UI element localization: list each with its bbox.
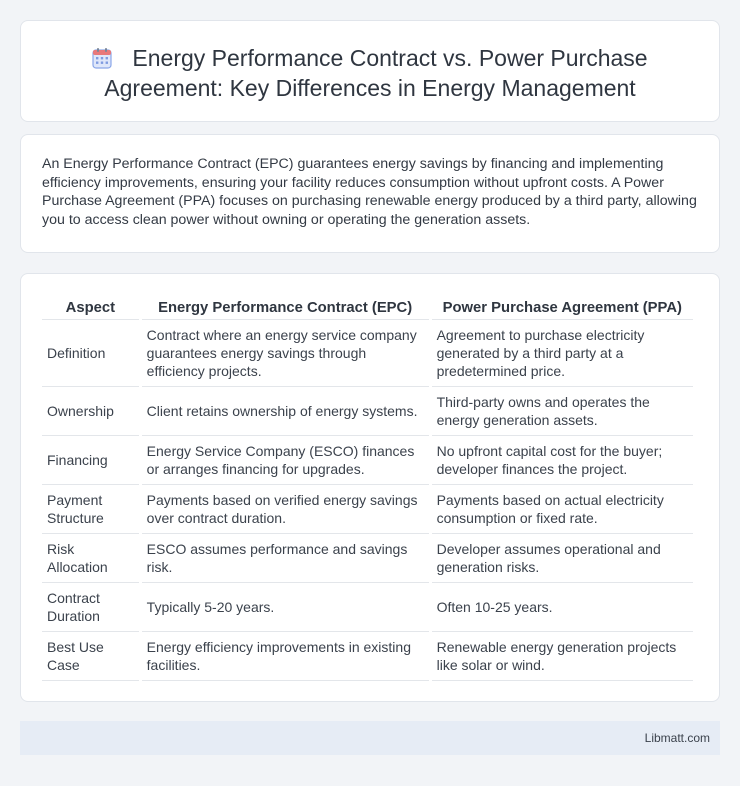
header-aspect: Aspect [65, 299, 115, 316]
row-aspect: Risk Allocation [42, 533, 139, 582]
row-epc: Payments based on verified energy savings over contract duration. [142, 484, 429, 533]
row-epc: Energy efficiency improvements in existing facilities. [142, 631, 429, 681]
intro-card [20, 134, 720, 253]
comparison-card [20, 273, 720, 702]
footer-site-link[interactable]: Libmatt.com [644, 731, 710, 745]
row-ppa: Often 10-25 years. [432, 582, 693, 631]
title-line-2: Agreement: Key Differences in Energy Management [104, 75, 636, 101]
calendar-grid-icon [92, 47, 112, 69]
row-ppa: Payments based on actual electricity consumption or fixed rate. [432, 484, 693, 533]
page-title [41, 43, 699, 103]
header-epc: Energy Performance Contract (EPC) [158, 299, 413, 316]
row-epc: Energy Service Company (ESCO) finances or arranges financing for upgrades. [142, 435, 429, 484]
row-aspect: Contract Duration [42, 582, 139, 631]
row-ppa: No upfront capital cost for the buyer; developer finances the project. [432, 435, 693, 484]
row-ppa: Third-party owns and operates the energy generation assets. [432, 386, 693, 435]
intro-paragraph: An Energy Performance Contract (EPC) guarantees energy savings by financing and implementing efficiency improvements, ensuring your facility reduces consumption without upfront costs. A Power Purchase Agreement (PPA) focuses on purchasing renewable energy produced by a third party, allowing you to access clean power without owning or operating the generation assets. [42, 156, 697, 228]
header-ppa: Power Purchase Agreement (PPA) [442, 299, 682, 316]
comparison-table [39, 293, 696, 681]
table-row [42, 435, 693, 484]
row-epc: Typically 5-20 years. [142, 582, 429, 631]
table-row [42, 582, 693, 631]
row-aspect: Payment Structure [42, 484, 139, 533]
row-aspect: Best Use Case [42, 631, 139, 681]
table-row [42, 631, 693, 681]
row-aspect: Definition [42, 319, 139, 386]
table-row [42, 319, 693, 386]
title-card [20, 20, 720, 122]
table-row [42, 484, 693, 533]
row-ppa: Agreement to purchase electricity generated by a third party at a predetermined price. [432, 319, 693, 386]
row-aspect: Financing [42, 435, 139, 484]
table-row [42, 386, 693, 435]
row-aspect: Ownership [42, 386, 139, 435]
row-epc: ESCO assumes performance and savings risk. [142, 533, 429, 582]
row-epc: Contract where an energy service company guarantees energy savings through efficiency projects. [142, 319, 429, 386]
row-ppa: Renewable energy generation projects like solar or wind. [432, 631, 693, 681]
title-line-1: Energy Performance Contract vs. Power Purchase [132, 45, 648, 71]
table-row [42, 533, 693, 582]
footer-bar [20, 721, 720, 755]
table-header-row [42, 293, 693, 319]
row-ppa: Developer assumes operational and generation risks. [432, 533, 693, 582]
row-epc: Client retains ownership of energy systems. [142, 386, 429, 435]
